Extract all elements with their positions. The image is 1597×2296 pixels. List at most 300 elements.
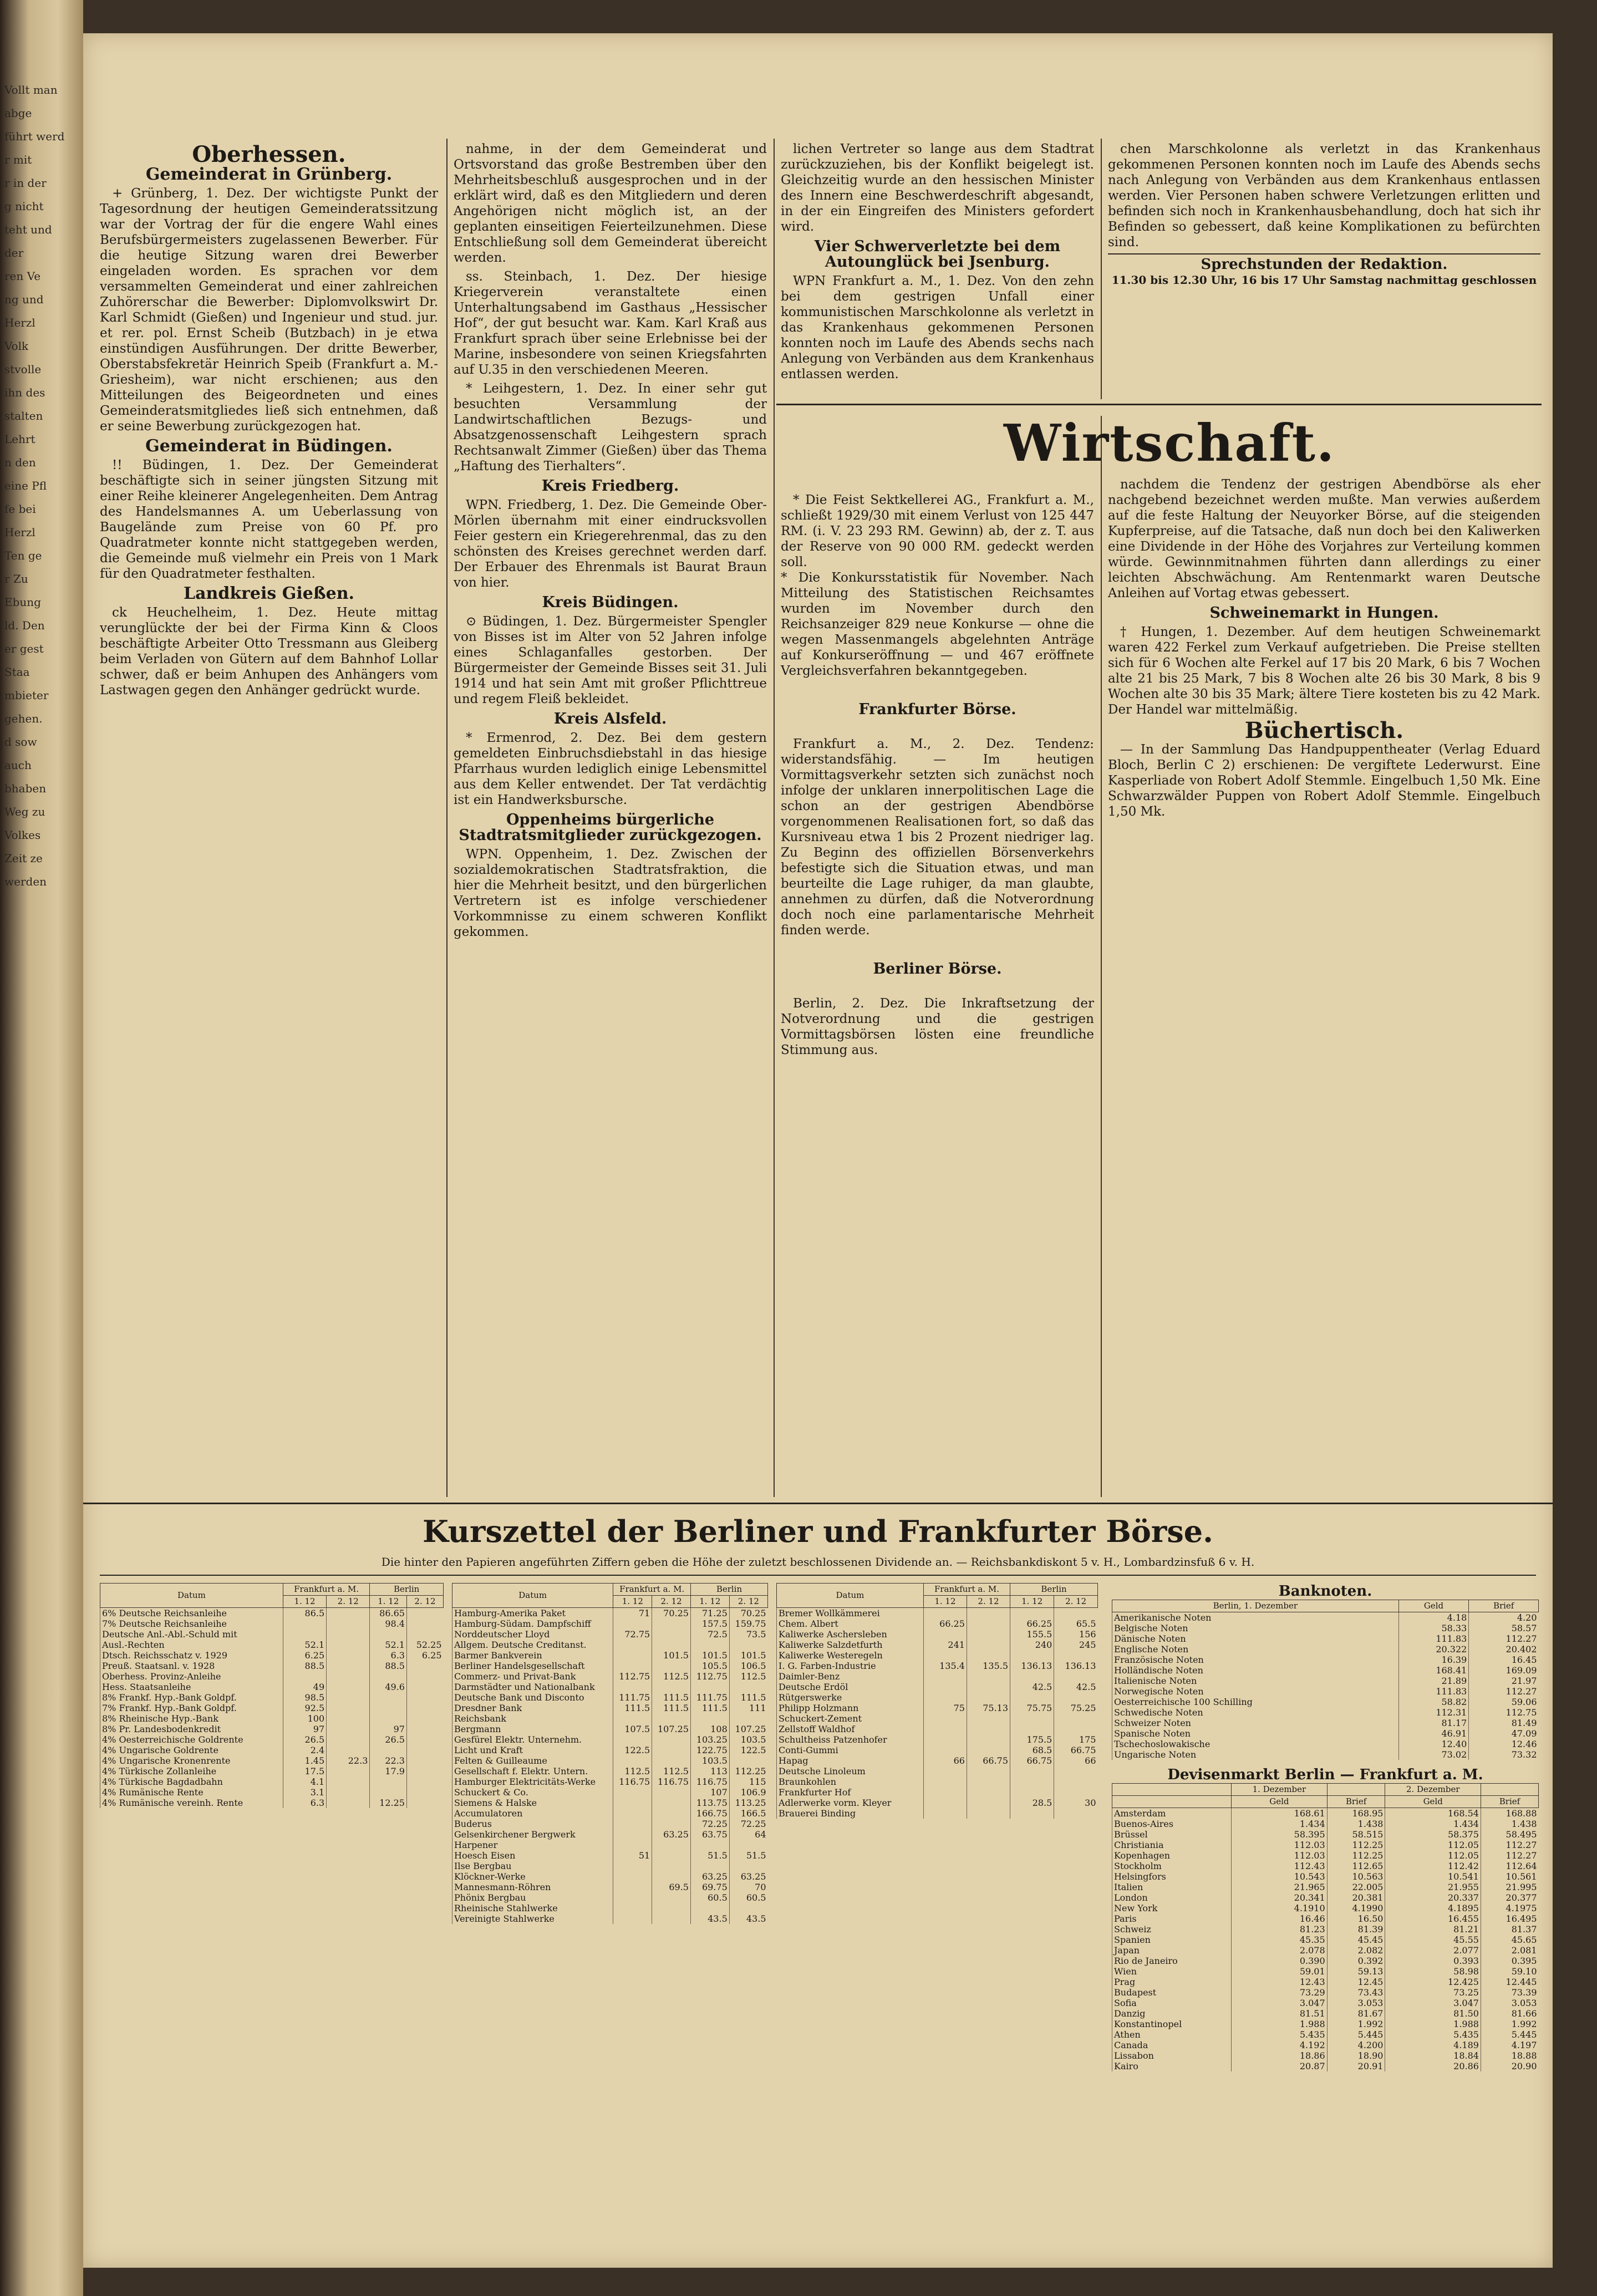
quote-cell: 157.5: [690, 1618, 729, 1629]
table-row: [452, 1713, 768, 1724]
column-header: 1. Dezember: [1232, 1784, 1328, 1796]
security-name: Deutsche Anl.-Abl.-Schuld mit: [100, 1629, 283, 1640]
table-row: [452, 1871, 768, 1882]
quote-cell: [967, 1629, 1010, 1640]
rate-cell: 58.33: [1398, 1623, 1469, 1633]
table-row: [452, 1808, 768, 1819]
quote-cell: [923, 1724, 967, 1734]
quote-cell: [327, 1618, 370, 1629]
quote-cell: [613, 1840, 652, 1850]
headline-kreis-buedingen: Kreis Büdingen.: [542, 594, 679, 611]
quote-cell: 63.25: [652, 1829, 691, 1840]
quote-cell: [967, 1692, 1010, 1703]
rate-cell: 5.435: [1385, 2029, 1481, 2040]
quote-cell: [327, 1745, 370, 1755]
quote-cell: [652, 1618, 691, 1629]
quote-cell: 106.5: [729, 1661, 767, 1671]
edge-text-line: stalten: [4, 409, 43, 422]
quote-cell: [923, 1713, 967, 1724]
column-header: Geld: [1398, 1600, 1469, 1612]
quote-cell: [652, 1808, 691, 1819]
quote-cell: [327, 1682, 370, 1692]
quote-cell: [690, 1840, 729, 1850]
rate-cell: 81.50: [1385, 2008, 1481, 2019]
quote-cell: 101.5: [690, 1650, 729, 1661]
quote-cell: [729, 1640, 767, 1650]
rate-cell: 4.197: [1481, 2040, 1538, 2050]
edge-text-line: Ebung: [4, 595, 41, 609]
quote-cell: [1010, 1766, 1054, 1776]
quote-cell: 72.5: [690, 1629, 729, 1640]
quote-cell: [613, 1882, 652, 1892]
quote-cell: [923, 1608, 967, 1619]
edge-text-line: d sow: [4, 735, 37, 749]
table-row: [100, 1608, 444, 1619]
quote-cell: [327, 1640, 370, 1650]
table-row: [1112, 1829, 1539, 1840]
column-header: 1. 12: [1010, 1596, 1054, 1608]
quote-cell: [370, 1703, 407, 1713]
table-row: [777, 1618, 1098, 1629]
quote-cell: [729, 1713, 767, 1724]
security-name: Frankfurter Hof: [777, 1787, 924, 1798]
rate-cell: 168.41: [1398, 1665, 1469, 1676]
quote-cell: 112.5: [652, 1766, 691, 1776]
table-row: [452, 1882, 768, 1892]
quote-cell: 98.5: [283, 1692, 326, 1703]
table-header-row: [100, 1584, 444, 1596]
security-name: 4% Rumänische Rente: [100, 1787, 283, 1798]
currency-name: Paris: [1112, 1913, 1232, 1924]
quote-cell: 112.5: [729, 1671, 767, 1682]
table-row: [1112, 1633, 1539, 1644]
quote-cell: 64: [729, 1829, 767, 1840]
quote-cell: [1010, 1787, 1054, 1798]
table-row: [452, 1913, 768, 1924]
rate-cell: 111.83: [1398, 1686, 1469, 1697]
quote-cell: 6.25: [406, 1650, 443, 1661]
column-4: [1108, 141, 1540, 288]
currency-name: Danzig: [1112, 2008, 1232, 2019]
table-row: [1112, 1945, 1539, 1956]
currency-name: Dänische Noten: [1112, 1633, 1399, 1644]
headline-oppenheim: Oppenheims bürgerliche Stadtratsmitglieder zurückgezogen.: [459, 811, 762, 844]
quote-cell: [613, 1682, 652, 1692]
quote-cell: [370, 1692, 407, 1703]
quote-cell: 1.45: [283, 1755, 326, 1766]
table-row: [1112, 2008, 1539, 2019]
rate-cell: 112.03: [1232, 1850, 1328, 1861]
rate-cell: 20.341: [1232, 1892, 1328, 1903]
quote-cell: [613, 1713, 652, 1724]
quote-cell: 72.75: [613, 1629, 652, 1640]
column-header: Frankfurt a. M.: [283, 1584, 369, 1596]
quote-cell: [613, 1640, 652, 1650]
quote-cell: [406, 1776, 443, 1787]
quote-cell: 75: [923, 1703, 967, 1713]
quote-cell: 100: [283, 1713, 326, 1724]
currency-name: Buenos-Aires: [1112, 1819, 1232, 1829]
quote-cell: 97: [283, 1724, 326, 1734]
rate-cell: 58.395: [1232, 1829, 1328, 1840]
quote-cell: 52.25: [406, 1640, 443, 1650]
table-row: [777, 1734, 1098, 1745]
table-row: [452, 1776, 768, 1787]
table-header-row: [1112, 1796, 1539, 1808]
rate-cell: 112.31: [1398, 1707, 1469, 1718]
currency-name: Prag: [1112, 1977, 1232, 1987]
table-row: [777, 1776, 1098, 1787]
quote-cell: 49.6: [370, 1682, 407, 1692]
currency-name: Italienische Noten: [1112, 1676, 1399, 1686]
table-row: [1112, 1718, 1539, 1728]
security-name: Oberhess. Provinz-Anleihe: [100, 1671, 283, 1682]
headline-berliner-boerse: Berliner Börse.: [873, 960, 1002, 978]
security-name: Deutsche Bank und Disconto: [452, 1692, 613, 1703]
security-name: Gesellschaft f. Elektr. Untern.: [452, 1766, 613, 1776]
quote-cell: [327, 1629, 370, 1640]
security-name: Barmer Bankverein: [452, 1650, 613, 1661]
quote-cell: 49: [283, 1682, 326, 1692]
quote-cell: [967, 1724, 1010, 1734]
rate-cell: 18.86: [1232, 2050, 1328, 2061]
column-rule: [774, 139, 775, 1497]
quote-cell: [370, 1671, 407, 1682]
table-row: [1112, 1819, 1539, 1829]
quote-cell: 113.75: [690, 1798, 729, 1808]
table-row: [777, 1682, 1098, 1692]
quote-cell: 245: [1054, 1640, 1098, 1650]
rate-cell: 18.88: [1481, 2050, 1538, 2061]
column-header: Datum: [777, 1584, 924, 1608]
quote-cell: [406, 1766, 443, 1776]
quote-cell: 22.3: [327, 1755, 370, 1766]
quote-cell: [613, 1661, 652, 1671]
table-row: [100, 1703, 444, 1713]
quote-cell: 66.75: [967, 1755, 1010, 1766]
table-row: [100, 1713, 444, 1724]
quote-cell: [690, 1640, 729, 1650]
currency-name: Kopenhagen: [1112, 1850, 1232, 1861]
column-header: 2. 12: [729, 1596, 767, 1608]
article-text: WPN. Oppenheim, 1. Dez. Zwischen der sozialdemokratischen Stadtratsfraktion, die hier die Mehrheit besitzt, und den bürgerlichen Vertretern ist es infolge verschiedener Vorkommnisse zu einem schweren Konflikt gekommen.: [454, 847, 767, 939]
rate-cell: 10.541: [1385, 1871, 1481, 1882]
edge-text-line: mbieter: [4, 689, 49, 702]
quote-cell: [327, 1703, 370, 1713]
security-name: 4% Rumänische vereinh. Rente: [100, 1798, 283, 1808]
rate-cell: 21.955: [1385, 1882, 1481, 1892]
column-rule: [1101, 139, 1102, 399]
quote-cell: [1054, 1724, 1098, 1734]
rate-cell: 20.87: [1232, 2061, 1328, 2071]
quote-cell: [406, 1608, 443, 1619]
rate-cell: 73.39: [1481, 1987, 1538, 1998]
quote-cell: 111.5: [652, 1692, 691, 1703]
rate-cell: 73.29: [1232, 1987, 1328, 1998]
security-name: Buderus: [452, 1819, 613, 1829]
quote-cell: 66: [1054, 1755, 1098, 1766]
quote-cell: [652, 1892, 691, 1903]
rate-cell: 12.425: [1385, 1977, 1481, 1987]
rate-cell: 168.61: [1232, 1808, 1328, 1819]
security-name: Zellstoff Waldhof: [777, 1724, 924, 1734]
security-name: Vereinigte Stahlwerke: [452, 1913, 613, 1924]
rate-cell: 16.45: [1469, 1654, 1539, 1665]
security-name: Hess. Staatsanleihe: [100, 1682, 283, 1692]
table-row: [100, 1745, 444, 1755]
quote-cell: 107.25: [652, 1724, 691, 1734]
rate-cell: 20.90: [1481, 2061, 1538, 2071]
rate-cell: 20.381: [1327, 1892, 1385, 1903]
edge-text-line: ihn des: [4, 386, 45, 399]
quote-cell: 92.5: [283, 1703, 326, 1713]
article-text: ⊙ Büdingen, 1. Dez. Bürgermeister Spengler von Bisses ist im Alter von 52 Jahren infolge eines Schlaganfalles gestorben. Der Bürgermeister der Gemeinde Bisses seit 31. Juli 1914 und hat sein Amt mit großer Pflichttreue und regem Fleiß bekleidet.: [454, 614, 767, 706]
quote-cell: [327, 1766, 370, 1776]
table-row: [1112, 1871, 1539, 1882]
security-name: Kaliwerke Westeregeln: [777, 1650, 924, 1661]
rate-cell: 45.55: [1385, 1934, 1481, 1945]
column-oberhessen: [100, 141, 438, 701]
article-text: * Leihgestern, 1. Dez. In einer sehr gut besuchten Versammlung der Landwirtschaftlichen Bezugs- und Absatzgenossenschaft Leihgestern sprach Rechtsanwalt Zimmer (Gießen) über das Thema „Haftung des Tierhalters“.: [454, 381, 767, 474]
rate-cell: 10.543: [1232, 1871, 1328, 1882]
rate-cell: 0.395: [1481, 1956, 1538, 1966]
quote-cell: [967, 1734, 1010, 1745]
security-name: Accumulatoren: [452, 1808, 613, 1819]
quote-cell: [652, 1913, 691, 1924]
column-header: Datum: [452, 1584, 613, 1608]
quote-cell: 69.5: [652, 1882, 691, 1892]
quote-cell: [327, 1798, 370, 1808]
security-name: Commerz- und Privat-Bank: [452, 1671, 613, 1682]
table-row: [100, 1650, 444, 1661]
edge-text-line: Volk: [4, 339, 29, 353]
quote-cell: 166.75: [690, 1808, 729, 1819]
quote-cell: 166.5: [729, 1808, 767, 1819]
table-row: [777, 1703, 1098, 1713]
table-row: [777, 1629, 1098, 1640]
currency-name: Kairo: [1112, 2061, 1232, 2071]
quote-cell: 112.75: [613, 1671, 652, 1682]
security-name: Schuckert & Co.: [452, 1787, 613, 1798]
edge-text-line: g nicht: [4, 200, 44, 213]
column-header: [1112, 1796, 1232, 1808]
quote-cell: [327, 1650, 370, 1661]
quote-cell: [406, 1661, 443, 1671]
rate-cell: 81.51: [1232, 2008, 1328, 2019]
table-row: [1112, 1924, 1539, 1934]
table-row: [777, 1766, 1098, 1776]
quote-cell: [1010, 1671, 1054, 1682]
quote-cell: [967, 1650, 1010, 1661]
table-row: [1112, 1840, 1539, 1850]
table-row: [100, 1798, 444, 1808]
headline-autounglueck: Vier Schwerverletzte bei dem Autounglück bei Jsenburg.: [814, 238, 1061, 271]
column-header: 2. 12: [406, 1596, 443, 1608]
quote-cell: [729, 1840, 767, 1850]
quote-cell: 88.5: [370, 1661, 407, 1671]
quote-cell: 116.75: [690, 1776, 729, 1787]
quote-cell: [327, 1692, 370, 1703]
edge-text-line: teht und: [4, 223, 52, 236]
rate-cell: 1.434: [1232, 1819, 1328, 1829]
rate-cell: 168.54: [1385, 1808, 1481, 1819]
rate-cell: 1.438: [1481, 1819, 1538, 1829]
headline-schweinemarkt: Schweinemarkt in Hungen.: [1209, 604, 1439, 622]
table-row: [1112, 1644, 1539, 1654]
edge-text-line: abge: [4, 106, 32, 120]
quote-cell: [967, 1776, 1010, 1787]
currency-name: Konstantinopel: [1112, 2019, 1232, 2029]
article-text: WPN Frankfurt a. M., 1. Dez. Von den zehn bei dem gestrigen Unfall einer kommunistischen Marschkolonne als verletzt in das Krankenhaus gekommenen Personen konnten noch im Laufe des Abends sechs nach Anlegung von Verbänden aus dem Krankenhaus entlassen werden.: [781, 274, 1094, 381]
currency-name: Amsterdam: [1112, 1808, 1232, 1819]
quote-cell: [1054, 1713, 1098, 1724]
table-row: [452, 1829, 768, 1840]
quote-cell: [690, 1861, 729, 1871]
rate-cell: 5.435: [1232, 2029, 1328, 2040]
rate-cell: 0.390: [1232, 1956, 1328, 1966]
column-header: Berlin: [690, 1584, 767, 1596]
rate-cell: 4.1975: [1481, 1903, 1538, 1913]
rate-cell: 1.992: [1481, 2019, 1538, 2029]
quote-cell: 22.3: [370, 1755, 407, 1766]
quote-cell: [613, 1861, 652, 1871]
quote-cell: 175: [1054, 1734, 1098, 1745]
table-row: [1112, 1913, 1539, 1924]
table-row: [100, 1692, 444, 1703]
table-row: [1112, 1956, 1539, 1966]
currency-name: Budapest: [1112, 1987, 1232, 1998]
quote-cell: [923, 1745, 967, 1755]
rate-cell: 12.45: [1327, 1977, 1385, 1987]
quote-cell: 68.5: [1010, 1745, 1054, 1755]
table-row: [1112, 1977, 1539, 1987]
security-name: Brauerei Binding: [777, 1808, 924, 1819]
rate-cell: 3.047: [1385, 1998, 1481, 2008]
quote-cell: 17.9: [370, 1766, 407, 1776]
section-rule: [776, 404, 1542, 405]
quote-cell: 136.13: [1054, 1661, 1098, 1671]
rate-cell: 16.495: [1481, 1913, 1538, 1924]
office-hours-title: Sprechstunden der Redaktion.: [1108, 253, 1540, 272]
rate-cell: 73.32: [1469, 1749, 1539, 1760]
edge-text-line: Staa: [4, 665, 30, 679]
rate-cell: 12.43: [1232, 1977, 1328, 1987]
quote-cell: [967, 1640, 1010, 1650]
rate-cell: 2.081: [1481, 1945, 1538, 1956]
table-row: [100, 1766, 444, 1776]
rate-cell: 73.43: [1327, 1987, 1385, 1998]
security-name: Hamburger Elektricitäts-Werke: [452, 1776, 613, 1787]
column-header: 1. 12: [923, 1596, 967, 1608]
quote-cell: 75.13: [967, 1703, 1010, 1713]
quote-cell: 65.5: [1054, 1618, 1098, 1629]
edge-text-line: Volkes: [4, 828, 41, 842]
quote-cell: [327, 1608, 370, 1619]
column-header: Frankfurt a. M.: [923, 1584, 1010, 1596]
quote-cell: [406, 1798, 443, 1808]
quote-cell: [406, 1618, 443, 1629]
currency-name: Wien: [1112, 1966, 1232, 1977]
rate-cell: 10.563: [1327, 1871, 1385, 1882]
quote-cell: [690, 1682, 729, 1692]
quote-cell: [406, 1671, 443, 1682]
rate-cell: 73.02: [1398, 1749, 1469, 1760]
security-name: Darmstädter und Nationalbank: [452, 1682, 613, 1692]
currency-name: Amerikanische Noten: [1112, 1612, 1399, 1623]
quote-cell: [1010, 1808, 1054, 1819]
quote-cell: 103.25: [690, 1734, 729, 1745]
table-row: [1112, 2019, 1539, 2029]
quote-cell: [1054, 1650, 1098, 1661]
rate-cell: 112.42: [1385, 1861, 1481, 1871]
quote-cell: [406, 1713, 443, 1724]
quote-cell: [652, 1629, 691, 1640]
quote-cell: [406, 1692, 443, 1703]
quote-cell: 42.5: [1054, 1682, 1098, 1692]
quote-cell: [923, 1682, 967, 1692]
edge-text-line: bhaben: [4, 782, 47, 795]
column-header: Brief: [1481, 1796, 1538, 1808]
rate-cell: 12.46: [1469, 1739, 1539, 1749]
table-row: [1112, 1676, 1539, 1686]
security-name: 8% Rheinische Hyp.-Bank: [100, 1713, 283, 1724]
quote-cell: [613, 1819, 652, 1829]
quote-cell: [1054, 1692, 1098, 1703]
rate-cell: 4.18: [1398, 1612, 1469, 1623]
rate-cell: 10.561: [1481, 1871, 1538, 1882]
currency-name: Helsingfors: [1112, 1871, 1232, 1882]
rate-cell: 59.10: [1481, 1966, 1538, 1977]
quote-cell: 111.5: [690, 1703, 729, 1713]
quote-cell: 111.5: [652, 1703, 691, 1713]
column-header: 2. Dezember: [1385, 1784, 1481, 1796]
currency-name: Französische Noten: [1112, 1654, 1399, 1665]
quote-cell: 115: [729, 1776, 767, 1787]
table-header-row: [777, 1584, 1098, 1596]
banknotes-title: Banknoten.: [1278, 1583, 1372, 1600]
stock-table-aktien-2: [776, 1583, 1098, 1819]
rate-cell: 2.082: [1327, 1945, 1385, 1956]
rate-cell: 112.27: [1469, 1633, 1539, 1644]
quote-cell: [923, 1787, 967, 1798]
quote-cell: 159.75: [729, 1618, 767, 1629]
table-row: [100, 1776, 444, 1787]
rate-cell: 5.445: [1327, 2029, 1385, 2040]
rate-cell: 81.23: [1232, 1924, 1328, 1934]
quote-cell: [923, 1776, 967, 1787]
quote-cell: [967, 1713, 1010, 1724]
security-name: Dtsch. Reichsschatz v. 1929: [100, 1650, 283, 1661]
table-header-row: [1112, 1600, 1539, 1612]
quote-cell: [967, 1745, 1010, 1755]
quote-cell: [923, 1766, 967, 1776]
table-header-row: [1112, 1784, 1539, 1796]
article-text: chen Marschkolonne als verletzt in das Krankenhaus gekommenen Personen konnten noch im Laufe des Abends sechs nach Anlegung von Verbänden aus dem Krankenhaus entlassen werden. Vier Personen haben schwere Verletzungen erlitten und befinden sich noch in Krankenhausbehandlung, doch hat sich ihr Befinden so gebessert, daß keine Komplikationen zu befürchten sind.: [1108, 142, 1540, 250]
quote-cell: 12.25: [370, 1798, 407, 1808]
table-row: [777, 1745, 1098, 1755]
column-header: Brief: [1469, 1600, 1539, 1612]
quote-cell: 112.5: [652, 1671, 691, 1682]
rate-cell: 58.375: [1385, 1829, 1481, 1840]
quote-cell: [729, 1903, 767, 1913]
quote-cell: 111.5: [729, 1692, 767, 1703]
security-name: Mannesmann-Röhren: [452, 1882, 613, 1892]
security-name: Klöckner-Werke: [452, 1871, 613, 1882]
edge-text-line: eine Pfl: [4, 479, 47, 492]
table-row: [100, 1755, 444, 1766]
quote-cell: 112.25: [729, 1766, 767, 1776]
security-name: 4% Ungarische Goldrente: [100, 1745, 283, 1755]
